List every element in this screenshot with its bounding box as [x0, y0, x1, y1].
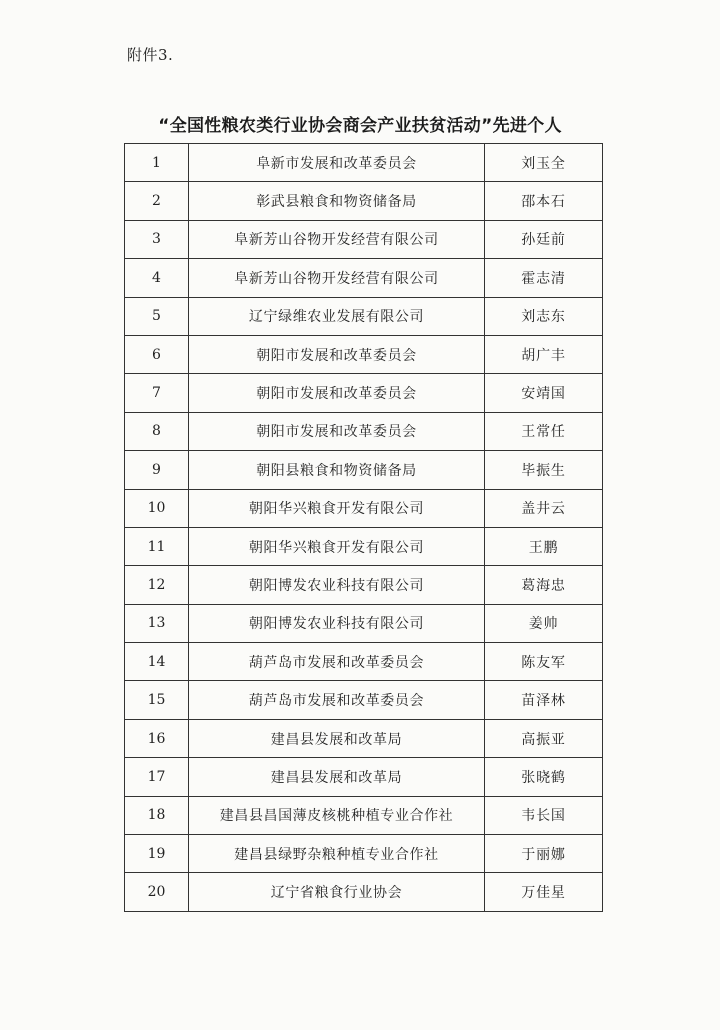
organization-cell: 朝阳市发展和改革委员会: [189, 374, 485, 412]
organization-cell: 阜新市发展和改革委员会: [189, 144, 485, 182]
table-row: [125, 796, 603, 834]
row-number: 1: [125, 144, 189, 182]
table-row: [125, 566, 603, 604]
person-name-cell: 于丽娜: [485, 835, 603, 873]
person-name-cell: 孙廷前: [485, 220, 603, 258]
row-number: 15: [125, 681, 189, 719]
person-name-cell: 胡广丰: [485, 335, 603, 373]
organization-cell: 朝阳博发农业科技有限公司: [189, 604, 485, 642]
row-number: 3: [125, 220, 189, 258]
person-name-cell: 刘玉全: [485, 144, 603, 182]
organization-cell: 彰武县粮食和物资储备局: [189, 182, 485, 220]
table-row: [125, 374, 603, 412]
table-row: [125, 220, 603, 258]
person-name-cell: 王鹏: [485, 527, 603, 565]
organization-cell: 朝阳博发农业科技有限公司: [189, 566, 485, 604]
row-number: 9: [125, 451, 189, 489]
row-number: 12: [125, 566, 189, 604]
organization-cell: 阜新芳山谷物开发经营有限公司: [189, 220, 485, 258]
person-name-cell: 安靖国: [485, 374, 603, 412]
organization-cell: 朝阳市发展和改革委员会: [189, 335, 485, 373]
person-name-cell: 葛海忠: [485, 566, 603, 604]
person-name-cell: 姜帅: [485, 604, 603, 642]
organization-cell: 葫芦岛市发展和改革委员会: [189, 643, 485, 681]
table-row: [125, 527, 603, 565]
table-body: [125, 144, 603, 912]
organization-cell: 阜新芳山谷物开发经营有限公司: [189, 259, 485, 297]
table-row: [125, 182, 603, 220]
person-name-cell: 刘志东: [485, 297, 603, 335]
row-number: 10: [125, 489, 189, 527]
organization-cell: 建昌县发展和改革局: [189, 719, 485, 757]
row-number: 16: [125, 719, 189, 757]
organization-cell: 建昌县昌国薄皮核桃种植专业合作社: [189, 796, 485, 834]
row-number: 8: [125, 412, 189, 450]
organization-cell: 朝阳市发展和改革委员会: [189, 412, 485, 450]
table-row: [125, 259, 603, 297]
organization-cell: 辽宁省粮食行业协会: [189, 873, 485, 911]
row-number: 6: [125, 335, 189, 373]
row-number: 4: [125, 259, 189, 297]
table-row: [125, 335, 603, 373]
person-name-cell: 苗泽林: [485, 681, 603, 719]
table-row: [125, 835, 603, 873]
row-number: 11: [125, 527, 189, 565]
table-row: [125, 643, 603, 681]
table-row: [125, 297, 603, 335]
person-name-cell: 毕振生: [485, 451, 603, 489]
organization-cell: 朝阳华兴粮食开发有限公司: [189, 527, 485, 565]
person-name-cell: 邵本石: [485, 182, 603, 220]
table-row: [125, 873, 603, 911]
person-name-cell: 霍志清: [485, 259, 603, 297]
table-row: [125, 412, 603, 450]
table-row: [125, 451, 603, 489]
table-row: [125, 681, 603, 719]
table-row: [125, 144, 603, 182]
row-number: 20: [125, 873, 189, 911]
organization-cell: 朝阳县粮食和物资储备局: [189, 451, 485, 489]
organization-cell: 辽宁绿维农业发展有限公司: [189, 297, 485, 335]
row-number: 14: [125, 643, 189, 681]
attachment-label: 附件3.: [127, 46, 174, 64]
person-name-cell: 高振亚: [485, 719, 603, 757]
person-name-cell: 韦长国: [485, 796, 603, 834]
person-name-cell: 万佳星: [485, 873, 603, 911]
table-row: [125, 719, 603, 757]
row-number: 13: [125, 604, 189, 642]
document-title: “全国性粮农类行业协会商会产业扶贫活动”先进个人: [158, 116, 562, 136]
person-name-cell: 陈友军: [485, 643, 603, 681]
person-name-cell: 盖井云: [485, 489, 603, 527]
row-number: 17: [125, 758, 189, 796]
organization-cell: 朝阳华兴粮食开发有限公司: [189, 489, 485, 527]
person-name-cell: 王常任: [485, 412, 603, 450]
table-row: [125, 604, 603, 642]
organization-cell: 建昌县发展和改革局: [189, 758, 485, 796]
table-row: [125, 489, 603, 527]
row-number: 2: [125, 182, 189, 220]
organization-cell: 葫芦岛市发展和改革委员会: [189, 681, 485, 719]
row-number: 18: [125, 796, 189, 834]
person-name-cell: 张晓鹤: [485, 758, 603, 796]
row-number: 5: [125, 297, 189, 335]
advanced-individuals-table: [124, 143, 603, 912]
organization-cell: 建昌县绿野杂粮种植专业合作社: [189, 835, 485, 873]
row-number: 7: [125, 374, 189, 412]
row-number: 19: [125, 835, 189, 873]
table-row: [125, 758, 603, 796]
